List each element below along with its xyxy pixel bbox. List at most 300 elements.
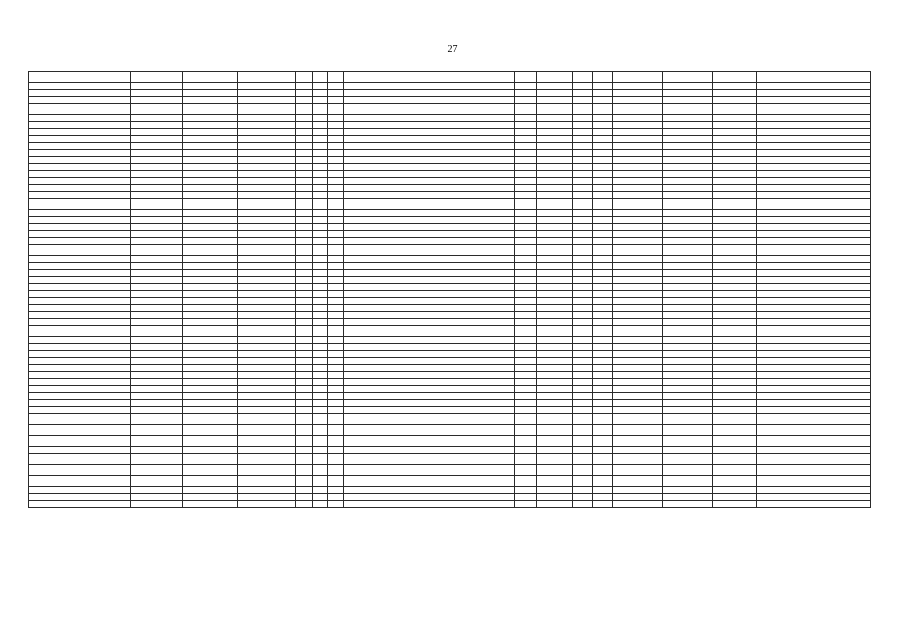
cell-cost (613, 284, 663, 291)
cell-note1 (713, 150, 757, 157)
cell-locality (183, 344, 238, 351)
cell-cost_total (663, 319, 713, 326)
cell-year_to (593, 393, 613, 400)
cell-street (238, 150, 296, 157)
cell-cost (613, 379, 663, 386)
cell-cost (613, 351, 663, 358)
cell-amount (537, 83, 573, 90)
cell-house (296, 164, 313, 171)
cell-note2 (757, 136, 871, 143)
cell-amount (537, 372, 573, 379)
cell-extra (515, 326, 537, 337)
cell-district (29, 501, 131, 508)
table-row (29, 217, 871, 224)
cell-district (29, 312, 131, 319)
cell-building (313, 171, 328, 178)
cell-house (296, 72, 313, 83)
cell-street (238, 199, 296, 210)
cell-building (313, 358, 328, 365)
cell-note1 (713, 393, 757, 400)
cell-amount (537, 379, 573, 386)
cell-amount (537, 465, 573, 476)
cell-year_from (573, 358, 593, 365)
cell-settlement (131, 494, 183, 501)
cell-year (328, 150, 344, 157)
cell-extra (515, 454, 537, 465)
cell-street (238, 90, 296, 97)
cell-building (313, 494, 328, 501)
cell-amount (537, 178, 573, 185)
cell-work (344, 90, 515, 97)
table-row (29, 447, 871, 454)
cell-note2 (757, 97, 871, 104)
cell-street (238, 494, 296, 501)
cell-district (29, 72, 131, 83)
cell-locality (183, 217, 238, 224)
cell-locality (183, 178, 238, 185)
cell-settlement (131, 277, 183, 284)
cell-extra (515, 436, 537, 447)
cell-year_to (593, 284, 613, 291)
cell-house (296, 199, 313, 210)
cell-cost_total (663, 305, 713, 312)
cell-locality (183, 72, 238, 83)
cell-house (296, 136, 313, 143)
cell-street (238, 277, 296, 284)
cell-note2 (757, 129, 871, 136)
cell-district (29, 256, 131, 263)
cell-house (296, 115, 313, 122)
cell-district (29, 447, 131, 454)
cell-building (313, 487, 328, 494)
table-row (29, 358, 871, 365)
cell-building (313, 319, 328, 326)
cell-settlement (131, 210, 183, 217)
cell-street (238, 305, 296, 312)
cell-note1 (713, 465, 757, 476)
cell-cost (613, 97, 663, 104)
cell-cost (613, 365, 663, 372)
cell-note2 (757, 379, 871, 386)
cell-year_to (593, 312, 613, 319)
table-row (29, 494, 871, 501)
cell-note2 (757, 143, 871, 150)
cell-street (238, 210, 296, 217)
cell-amount (537, 476, 573, 487)
cell-note1 (713, 245, 757, 256)
cell-year_to (593, 326, 613, 337)
cell-extra (515, 97, 537, 104)
cell-settlement (131, 414, 183, 425)
cell-building (313, 454, 328, 465)
cell-house (296, 270, 313, 277)
cell-year_to (593, 414, 613, 425)
cell-year (328, 90, 344, 97)
cell-note1 (713, 185, 757, 192)
cell-settlement (131, 344, 183, 351)
cell-locality (183, 305, 238, 312)
cell-amount (537, 90, 573, 97)
cell-extra (515, 143, 537, 150)
cell-house (296, 157, 313, 164)
cell-year_to (593, 400, 613, 407)
cell-district (29, 277, 131, 284)
cell-locality (183, 476, 238, 487)
cell-note1 (713, 358, 757, 365)
cell-year_to (593, 122, 613, 129)
cell-note1 (713, 372, 757, 379)
cell-street (238, 224, 296, 231)
cell-cost (613, 129, 663, 136)
cell-year (328, 447, 344, 454)
cell-cost_total (663, 487, 713, 494)
cell-cost (613, 270, 663, 277)
cell-amount (537, 344, 573, 351)
cell-cost_total (663, 425, 713, 436)
cell-house (296, 319, 313, 326)
cell-building (313, 414, 328, 425)
cell-locality (183, 104, 238, 115)
cell-building (313, 164, 328, 171)
cell-extra (515, 150, 537, 157)
cell-amount (537, 136, 573, 143)
cell-year_to (593, 245, 613, 256)
cell-settlement (131, 104, 183, 115)
cell-year_to (593, 97, 613, 104)
cell-street (238, 501, 296, 508)
cell-cost (613, 344, 663, 351)
cell-year (328, 245, 344, 256)
cell-amount (537, 400, 573, 407)
cell-amount (537, 425, 573, 436)
cell-house (296, 351, 313, 358)
cell-year_from (573, 305, 593, 312)
cell-settlement (131, 256, 183, 263)
cell-year_from (573, 277, 593, 284)
cell-cost (613, 217, 663, 224)
cell-cost_total (663, 494, 713, 501)
cell-building (313, 436, 328, 447)
cell-year_to (593, 407, 613, 414)
cell-note2 (757, 83, 871, 90)
cell-district (29, 400, 131, 407)
cell-district (29, 379, 131, 386)
cell-extra (515, 157, 537, 164)
cell-street (238, 351, 296, 358)
cell-district (29, 326, 131, 337)
cell-cost (613, 400, 663, 407)
table-row (29, 270, 871, 277)
cell-settlement (131, 115, 183, 122)
cell-street (238, 97, 296, 104)
cell-work (344, 263, 515, 270)
cell-note2 (757, 178, 871, 185)
table-row (29, 425, 871, 436)
cell-work (344, 185, 515, 192)
cell-cost (613, 487, 663, 494)
cell-year_to (593, 199, 613, 210)
cell-amount (537, 312, 573, 319)
cell-settlement (131, 143, 183, 150)
cell-district (29, 210, 131, 217)
cell-year (328, 436, 344, 447)
cell-year (328, 351, 344, 358)
cell-locality (183, 414, 238, 425)
cell-note2 (757, 305, 871, 312)
cell-year (328, 171, 344, 178)
cell-cost_total (663, 358, 713, 365)
cell-district (29, 157, 131, 164)
cell-cost (613, 414, 663, 425)
cell-street (238, 291, 296, 298)
cell-extra (515, 164, 537, 171)
cell-district (29, 224, 131, 231)
cell-house (296, 465, 313, 476)
cell-work (344, 501, 515, 508)
cell-note2 (757, 192, 871, 199)
cell-settlement (131, 351, 183, 358)
cell-cost (613, 277, 663, 284)
cell-cost (613, 298, 663, 305)
cell-district (29, 291, 131, 298)
cell-year_to (593, 305, 613, 312)
cell-year_to (593, 157, 613, 164)
cell-note1 (713, 454, 757, 465)
cell-year_to (593, 372, 613, 379)
cell-extra (515, 372, 537, 379)
cell-cost_total (663, 298, 713, 305)
cell-building (313, 284, 328, 291)
cell-year_from (573, 270, 593, 277)
cell-settlement (131, 501, 183, 508)
cell-settlement (131, 231, 183, 238)
cell-building (313, 270, 328, 277)
cell-locality (183, 83, 238, 90)
cell-extra (515, 291, 537, 298)
cell-settlement (131, 136, 183, 143)
cell-amount (537, 501, 573, 508)
cell-locality (183, 358, 238, 365)
cell-amount (537, 277, 573, 284)
cell-year_from (573, 129, 593, 136)
table-row (29, 83, 871, 90)
cell-note2 (757, 400, 871, 407)
cell-note1 (713, 447, 757, 454)
cell-work (344, 298, 515, 305)
cell-district (29, 298, 131, 305)
cell-locality (183, 436, 238, 447)
cell-year_to (593, 277, 613, 284)
cell-locality (183, 122, 238, 129)
cell-building (313, 407, 328, 414)
cell-settlement (131, 129, 183, 136)
table-row (29, 414, 871, 425)
table-row (29, 379, 871, 386)
cell-year (328, 115, 344, 122)
cell-extra (515, 210, 537, 217)
cell-year_to (593, 72, 613, 83)
cell-settlement (131, 305, 183, 312)
cell-work (344, 115, 515, 122)
cell-locality (183, 425, 238, 436)
cell-building (313, 400, 328, 407)
cell-house (296, 326, 313, 337)
cell-year_to (593, 192, 613, 199)
cell-note2 (757, 122, 871, 129)
cell-street (238, 465, 296, 476)
cell-building (313, 372, 328, 379)
cell-cost_total (663, 291, 713, 298)
cell-house (296, 256, 313, 263)
cell-street (238, 284, 296, 291)
cell-district (29, 365, 131, 372)
cell-street (238, 365, 296, 372)
cell-cost (613, 150, 663, 157)
cell-cost_total (663, 476, 713, 487)
cell-cost (613, 358, 663, 365)
cell-house (296, 372, 313, 379)
cell-year_from (573, 263, 593, 270)
cell-year_from (573, 351, 593, 358)
cell-settlement (131, 400, 183, 407)
cell-year (328, 365, 344, 372)
cell-note1 (713, 122, 757, 129)
cell-cost (613, 494, 663, 501)
cell-note1 (713, 178, 757, 185)
cell-locality (183, 171, 238, 178)
cell-cost (613, 501, 663, 508)
cell-settlement (131, 284, 183, 291)
cell-work (344, 178, 515, 185)
cell-extra (515, 224, 537, 231)
cell-year_to (593, 178, 613, 185)
cell-amount (537, 143, 573, 150)
cell-house (296, 150, 313, 157)
cell-settlement (131, 90, 183, 97)
cell-year_from (573, 150, 593, 157)
cell-year_to (593, 337, 613, 344)
cell-locality (183, 393, 238, 400)
cell-year_to (593, 494, 613, 501)
cell-note1 (713, 90, 757, 97)
cell-year_from (573, 136, 593, 143)
cell-building (313, 326, 328, 337)
cell-district (29, 393, 131, 400)
cell-district (29, 372, 131, 379)
cell-cost_total (663, 129, 713, 136)
cell-amount (537, 487, 573, 494)
cell-house (296, 393, 313, 400)
cell-settlement (131, 185, 183, 192)
cell-note2 (757, 372, 871, 379)
cell-note2 (757, 171, 871, 178)
table-row (29, 386, 871, 393)
cell-note1 (713, 217, 757, 224)
cell-locality (183, 454, 238, 465)
cell-street (238, 104, 296, 115)
cell-year (328, 487, 344, 494)
cell-cost_total (663, 312, 713, 319)
cell-note1 (713, 344, 757, 351)
cell-locality (183, 337, 238, 344)
cell-house (296, 305, 313, 312)
cell-locality (183, 447, 238, 454)
cell-note1 (713, 476, 757, 487)
cell-year_from (573, 454, 593, 465)
cell-cost_total (663, 104, 713, 115)
cell-note1 (713, 312, 757, 319)
cell-year (328, 129, 344, 136)
cell-note2 (757, 90, 871, 97)
cell-settlement (131, 365, 183, 372)
cell-note2 (757, 157, 871, 164)
table-row (29, 344, 871, 351)
cell-settlement (131, 393, 183, 400)
cell-locality (183, 465, 238, 476)
cell-year_from (573, 171, 593, 178)
cell-note2 (757, 487, 871, 494)
cell-cost_total (663, 164, 713, 171)
cell-district (29, 150, 131, 157)
cell-extra (515, 351, 537, 358)
cell-settlement (131, 83, 183, 90)
cell-settlement (131, 164, 183, 171)
cell-street (238, 326, 296, 337)
cell-year_from (573, 494, 593, 501)
cell-cost (613, 122, 663, 129)
cell-district (29, 319, 131, 326)
cell-house (296, 231, 313, 238)
cell-year_to (593, 425, 613, 436)
cell-year (328, 238, 344, 245)
cell-extra (515, 476, 537, 487)
cell-year_from (573, 185, 593, 192)
cell-locality (183, 157, 238, 164)
cell-amount (537, 263, 573, 270)
table-row (29, 436, 871, 447)
cell-note2 (757, 454, 871, 465)
cell-house (296, 104, 313, 115)
cell-district (29, 192, 131, 199)
cell-work (344, 238, 515, 245)
cell-extra (515, 487, 537, 494)
cell-settlement (131, 72, 183, 83)
table-row (29, 238, 871, 245)
cell-extra (515, 231, 537, 238)
table-row (29, 351, 871, 358)
cell-extra (515, 104, 537, 115)
cell-street (238, 358, 296, 365)
table-row (29, 454, 871, 465)
cell-year_from (573, 217, 593, 224)
cell-note2 (757, 298, 871, 305)
cell-locality (183, 97, 238, 104)
cell-cost_total (663, 143, 713, 150)
cell-house (296, 494, 313, 501)
cell-building (313, 351, 328, 358)
cell-settlement (131, 224, 183, 231)
cell-extra (515, 199, 537, 210)
cell-year_from (573, 407, 593, 414)
cell-year_from (573, 414, 593, 425)
cell-amount (537, 326, 573, 337)
table-row (29, 501, 871, 508)
cell-year (328, 72, 344, 83)
cell-work (344, 400, 515, 407)
cell-cost_total (663, 178, 713, 185)
cell-cost (613, 210, 663, 217)
cell-house (296, 171, 313, 178)
